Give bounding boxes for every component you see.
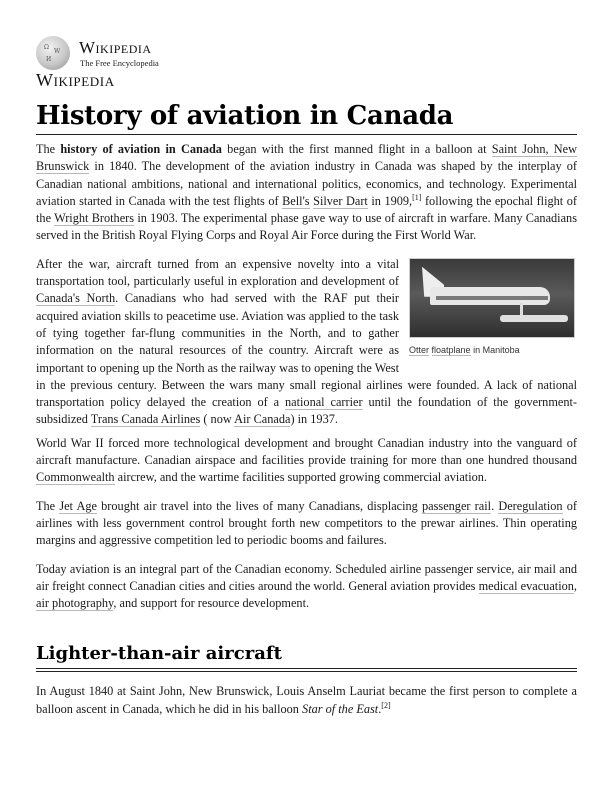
paragraph-interwar: Otter floatplane in Manitoba After the war, aircraft turned from an expensive novelty into a vital transportation tool, particularly useful in exploration and development of Canada's North. Canadians who had served with the RAF put their acquired aviation skills to peacetime use. Aviation was applied to the task of tying together far-flung communities in the North, and to gather information on the natural resources of the country. Aircraft were as important to opening up the North as the railway was to opening the West in the previous century. Between the wars many small regional airlines were founded. A lack of national transportation policy delayed the creation of a national carrier until the foundation of the government-subsidized Trans Canada Airlines ( now Air Canada) in 1937. (36, 256, 578, 427)
link-saint-john[interactable]: Saint John, New Brunswick (36, 142, 577, 174)
link-jet-age[interactable]: Jet Age (59, 498, 97, 513)
link-passenger-rail[interactable]: passenger rail (422, 498, 492, 513)
bold-term: history of aviation in Canada (60, 142, 222, 156)
figure-caption: Otter floatplane in Manitoba (409, 344, 520, 355)
paragraph-balloon: In August 1840 at Saint John, New Brunswick, Louis Anselm Lauriat became the first person to complete a balloon ascent in Canada, which he did in his balloon Star of the East.[2] (36, 684, 577, 716)
logo-tagline: The Free Encyclopedia (80, 58, 159, 68)
logo-wordmark: Wikipedia (79, 38, 152, 57)
site-wordmark: Wikipedia (36, 70, 115, 90)
link-air-canada[interactable]: Air Canada (234, 412, 291, 427)
balloon-name: Star of the East (302, 701, 379, 716)
link-air-photography[interactable]: air photography (36, 596, 114, 611)
paragraph-jet-age: The Jet Age brought air travel into the lives of many Canadians, displacing passenger rail. Deregulation of airlines with less government control brought forth new competitors to the prewar airlines. Thin operating margins and aggressive competition led to periodic booms and failures. (36, 498, 577, 548)
intro-paragraph: The history of aviation in Canada began with the first manned flight in a balloon at Saint John, New Brunswick in 1840. The development of the aviation industry in Canada was shaped by the interplay of Canadian national ambitions, national and international politics, economics, and technology. Experimental aviation started in Canada with the test flights of Bell's Silver Dart in 1909,[1] following the epochal flight of the Wright Brothers in 1903. The experimental phase gave way to use of aircraft in warfare. Many Canadians served in the British Royal Flying Corps and Royal Air Force during the First World War. (36, 142, 577, 243)
link-commonwealth[interactable]: Commonwealth (36, 470, 115, 485)
link-national-carrier[interactable]: national carrier (284, 395, 363, 410)
link-deregulation[interactable]: Deregulation (498, 498, 563, 513)
wikipedia-logo[interactable] (36, 34, 577, 90)
link-trans-canada-airlines[interactable]: Trans Canada Airlines (90, 412, 201, 427)
floatplane-image[interactable] (409, 258, 575, 338)
figure-otter-floatplane (409, 258, 577, 359)
article-page (36, 34, 577, 718)
link-canadas-north[interactable]: Canada's North (36, 291, 116, 306)
reference-2[interactable]: [2] (381, 700, 391, 710)
plane-stripe (436, 296, 548, 300)
link-wright-brothers[interactable]: Wright Brothers (54, 211, 135, 226)
page-title: History of aviation in Canada (36, 100, 577, 135)
link-medical-evacuation[interactable]: medical evacuation (478, 578, 574, 593)
section-lighter-than-air (36, 642, 577, 718)
section-heading: Lighter-than-air aircraft (36, 642, 577, 672)
paragraph-wwii: World War II forced more technological development and brought Canadian industry into the vanguard of aircraft manufacture. Canadian airspace and facilities provide training for more than one hundred thousand Commonwealth aircrew, and the wartime facilities supported growing commercial aviation. (36, 435, 577, 485)
plane-strut (520, 303, 523, 316)
link-floatplane[interactable]: floatplane (431, 344, 471, 355)
plane-float (500, 315, 568, 322)
paragraph-today: Today aviation is an integral part of the Canadian economy. Scheduled airline passenger service, air mail and air freight connect Canadian cities and cities around the world. General aviation provides medical evacuation, air photography, and support for resource development. (36, 561, 577, 611)
wikipedia-globe-icon: Ω W И (36, 36, 70, 70)
reference-1[interactable]: [1] (412, 192, 422, 202)
link-otter[interactable]: Otter (409, 344, 430, 355)
link-silver-dart[interactable]: Silver Dart (313, 193, 368, 208)
link-bells[interactable]: Bell's (282, 193, 310, 208)
